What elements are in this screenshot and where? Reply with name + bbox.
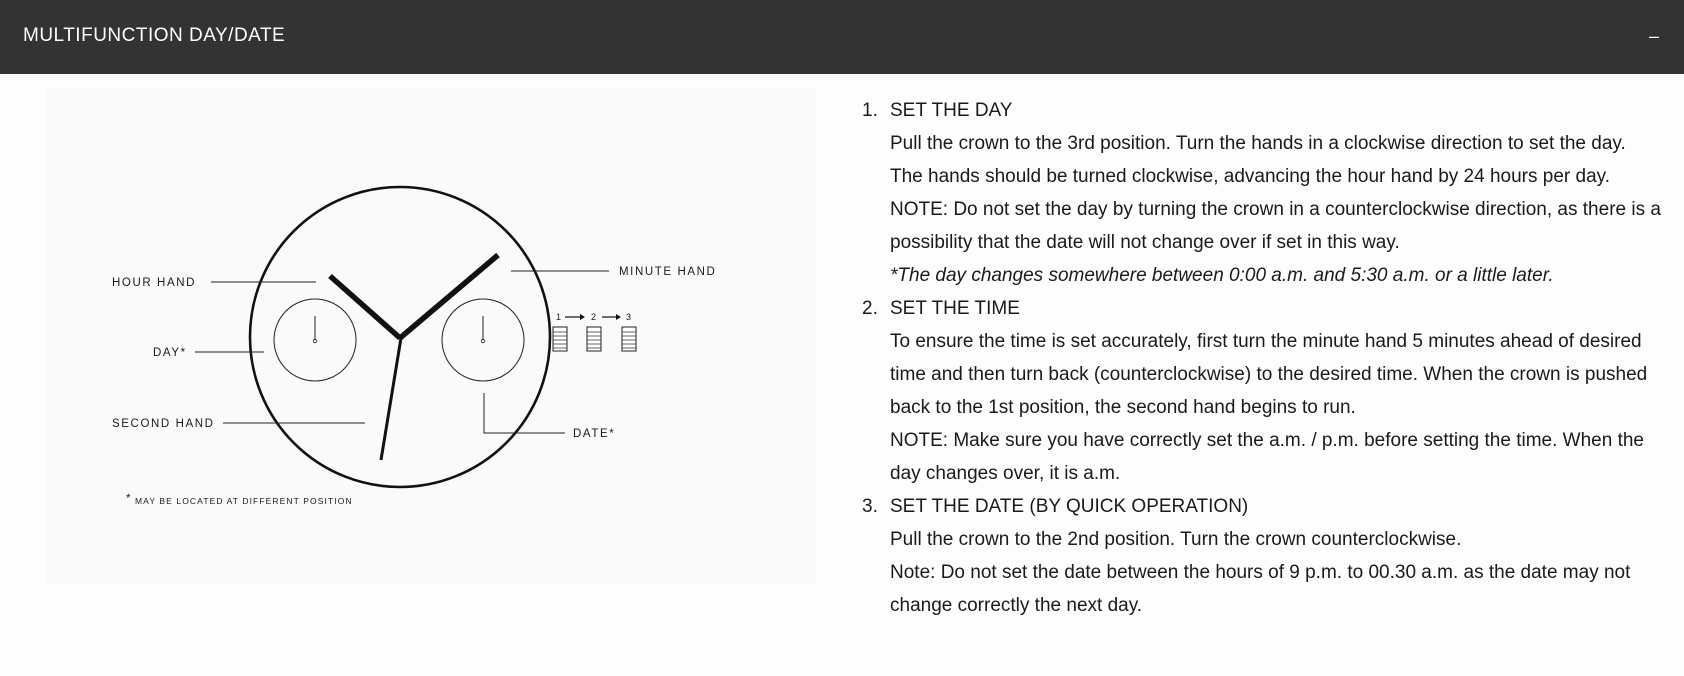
step-number: 1. bbox=[862, 100, 878, 121]
step-paragraph: To ensure the time is set accurately, first turn the minute hand 5 minutes ahead of desired time and then turn back (counterclockwise) to the desired time. When the crown is pushed back to the 1st position, the second hand begins to run. bbox=[890, 331, 1648, 418]
second-hand bbox=[381, 338, 401, 460]
crown-position-1: 1 bbox=[556, 312, 562, 322]
crown-arrowhead-1 bbox=[580, 314, 585, 320]
instruction-list bbox=[862, 94, 1662, 622]
section-header[interactable] bbox=[0, 0, 1684, 74]
crown-arrowhead-2 bbox=[616, 314, 621, 320]
day-label: DAY* bbox=[153, 347, 187, 359]
step-heading: SET THE TIME bbox=[890, 298, 1020, 319]
second-hand-label: SECOND HAND bbox=[112, 418, 215, 430]
crown-position-2: 2 bbox=[591, 312, 597, 322]
date-leader bbox=[484, 393, 565, 433]
step-heading: SET THE DATE (BY QUICK OPERATION) bbox=[890, 496, 1249, 517]
footnote-label: MAY BE LOCATED AT DIFFERENT POSITION bbox=[135, 496, 353, 506]
instruction-step bbox=[862, 94, 1662, 292]
collapse-toggle-icon[interactable]: – bbox=[1648, 26, 1659, 46]
crown-position-3-icon bbox=[622, 327, 636, 351]
instruction-step bbox=[862, 490, 1662, 622]
instruction-step bbox=[862, 292, 1662, 490]
crown-position-1-icon bbox=[553, 327, 567, 351]
step-heading: SET THE DAY bbox=[890, 100, 1013, 121]
date-label: DATE* bbox=[573, 428, 616, 440]
footnote-mark: * bbox=[126, 493, 133, 505]
step-paragraph: Pull the crown to the 3rd position. Turn the hands in a clockwise direction to set the day. The hands should be turned clockwise, advancing the hour hand by 24 hours per day. bbox=[890, 133, 1626, 187]
hour-hand-label: HOUR HAND bbox=[112, 277, 197, 289]
watch-diagram bbox=[46, 88, 816, 584]
minute-hand-label: MINUTE HAND bbox=[619, 266, 717, 278]
watch-diagram-svg bbox=[46, 88, 816, 584]
step-number: 3. bbox=[862, 496, 878, 517]
step-paragraph: Note: Do not set the date between the hours of 9 p.m. to 00.30 a.m. as the date may not change correctly the next day. bbox=[890, 562, 1631, 616]
step-paragraph: NOTE: Do not set the day by turning the crown in a counterclockwise direction, as there is a possibility that the date will not change over if set in this way. bbox=[890, 199, 1661, 253]
crown-position-2-icon bbox=[587, 327, 601, 351]
step-paragraph: NOTE: Make sure you have correctly set the a.m. / p.m. before setting the time. When the day changes over, it is a.m. bbox=[890, 430, 1644, 484]
step-italic-note: *The day changes somewhere between 0:00 a.m. and 5:30 a.m. or a little later. bbox=[890, 265, 1554, 286]
crown-position-3: 3 bbox=[626, 312, 632, 322]
step-paragraph: Pull the crown to the 2nd position. Turn the crown counterclockwise. bbox=[890, 529, 1462, 550]
section-title: MULTIFUNCTION DAY/DATE bbox=[23, 25, 286, 46]
hour-hand bbox=[330, 276, 400, 338]
step-number: 2. bbox=[862, 298, 878, 319]
